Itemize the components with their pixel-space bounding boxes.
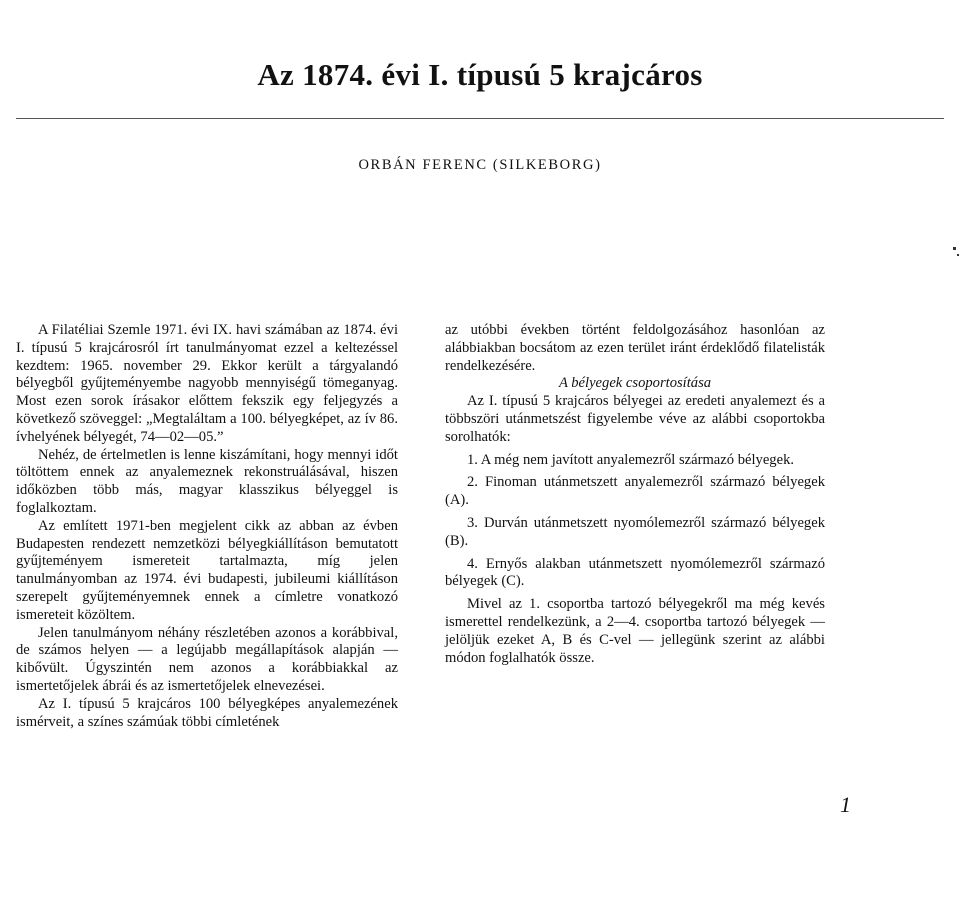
paragraph: Nehéz, de értelmetlen is lenne kiszámítani, hogy mennyi időt töltöttem ennek az anyalemeznek rekonstruálásával, hiszen időközben több más, magyar klasszikus bélyeggel is foglalkoztam. — [16, 446, 398, 516]
paragraph: Az I. típusú 5 krajcáros bélyegei az eredeti anyalemezt és a többszöri utánmetszést figyelembe véve az alábbi csoportokba sorolhatók: — [445, 393, 825, 445]
article-author: ORBÁN FERENC (SILKEBORG) — [358, 157, 602, 173]
list-item: 2. Finoman utánmetszett anyalemezről származó bélyegek (A). — [445, 474, 825, 509]
right-column — [445, 322, 825, 667]
scan-speck — [953, 247, 956, 250]
list-item: 3. Durván utánmetszett nyomólemezről származó bélyegek (B). — [445, 514, 825, 549]
list-item: 4. Ernyős alakban utánmetszett nyomólemezről származó bélyegek (C). — [445, 555, 825, 590]
left-column — [16, 322, 398, 731]
paragraph: Mivel az 1. csoportba tartozó bélyegekről ma még kevés ismerettel rendelkezünk, a 2—4. csoportba tartozó bélyegek — jelöljük ezeket A, B és C-vel — jellegünk szerint az alábbi módon foglalhatók össze. — [445, 596, 825, 666]
paragraph: A Filatéliai Szemle 1971. évi IX. havi számában az 1874. évi I. típusú 5 krajcárosról írt tanulmányomat ezzel a keltezéssel kezdtem: 1965. november 29. Ekkor került a tárgyalandó bélyegből gyűjteményembe nagyobb mennyiségű tömeganyag. Most ezen sorok írásakor előttem fekszik egy feljegyzés a következő szöveggel: „Megtaláltam a 100. bélyegképet, az ív 86. ívhelyének bélyegét, 74—02—05.” — [16, 322, 398, 445]
paragraph: Jelen tanulmányom néhány részletében azonos a korábbival, de számos helyen — a legújabb megállapítások alapján — kibővült. Úgyszintén nem azonos a korábbiakkal az ismertetőjelek ábrái és az ismertetőjelek elnevezései. — [16, 624, 398, 694]
list-item: 1. A még nem javított anyalemezről származó bélyegek. — [467, 451, 795, 468]
section-heading: A bélyegek csoportosítása — [558, 375, 712, 392]
article-title: Az 1874. évi I. típusú 5 krajcáros — [257, 57, 703, 92]
paragraph: az utóbbi években történt feldolgozásához hasonlóan az alábbiakban bocsátom az ezen terület iránt érdeklődő filatelisták rendelkezésére. — [445, 322, 825, 374]
page-number: 1 — [840, 792, 851, 817]
scan-speck — [957, 254, 959, 256]
title-divider — [16, 118, 944, 119]
paragraph: Az említett 1971-ben megjelent cikk az abban az évben Budapesten rendezett nemzetközi bélyegkiállításon bemutatott gyűjteményem ismereteit tartalmazta, míg jelen tanulmányomban az 1974. évi budapesti, jubileumi kiállításon szerepelt gyűjteményemnek ennek a címletre vonatkozó ismereteit közöltem. — [16, 517, 398, 623]
paragraph: Az I. típusú 5 krajcáros 100 bélyegképes anyalemezének ismérveit, a színes számúak többi címletének — [16, 695, 398, 730]
